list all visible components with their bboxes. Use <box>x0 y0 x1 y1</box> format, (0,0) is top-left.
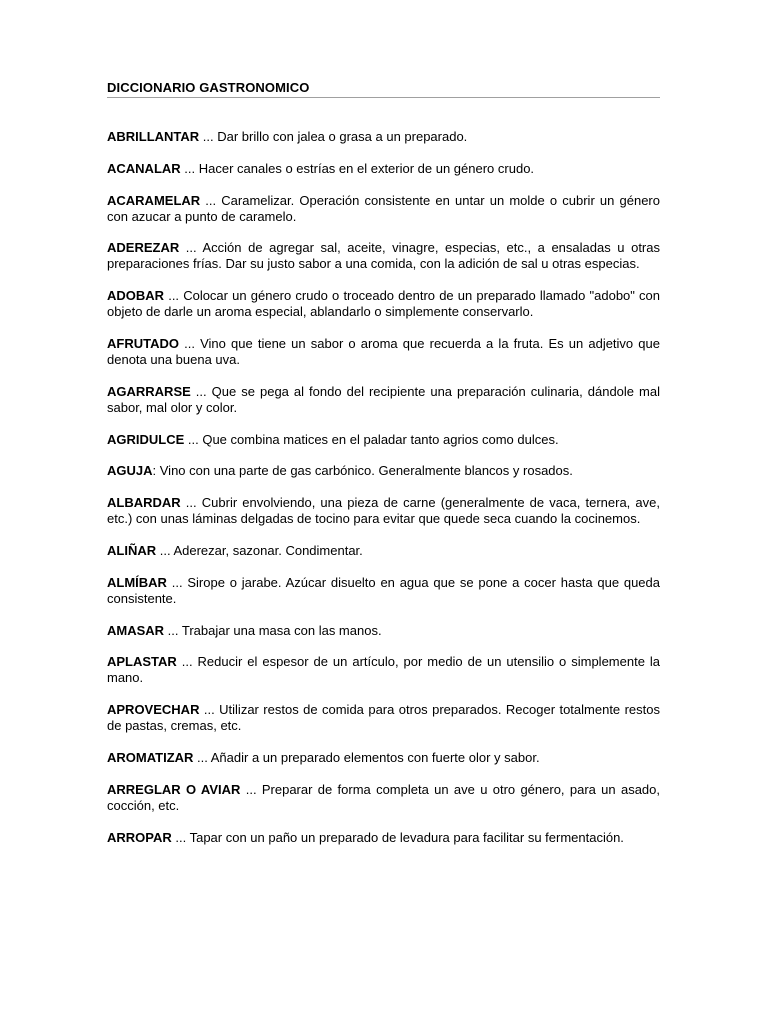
dictionary-entry <box>107 193 660 225</box>
entry-definition: ... Caramelizar. Operación consistente en untar un molde o cubrir un género con azucar a punto de caramelo. <box>107 192 660 224</box>
dictionary-entry <box>107 129 660 145</box>
entry-definition: ... Colocar un género crudo o troceado dentro de un preparado llamado "adobo" con objeto de darle un aroma especial, ablandarlo o simplemente conservarlo. <box>107 288 660 320</box>
entry-term: ALMÍBAR <box>107 574 167 590</box>
dictionary-entry <box>107 575 660 607</box>
entry-term: ACANALAR <box>107 160 181 176</box>
entry-term: ADEREZAR <box>107 240 180 256</box>
dictionary-entry <box>107 830 660 846</box>
dictionary-entry <box>107 782 660 814</box>
document-page <box>107 80 660 861</box>
entry-term: ALIÑAR <box>107 542 157 558</box>
entry-term: AGUJA <box>107 463 153 479</box>
dictionary-entry <box>107 495 660 527</box>
entry-term: AGARRARSE <box>107 383 191 399</box>
dictionary-entry <box>107 288 660 320</box>
entry-definition: ... Hacer canales o estrías en el exterior de un género crudo. <box>180 160 535 176</box>
dictionary-entry <box>107 336 660 368</box>
entry-list <box>107 129 660 846</box>
entry-term: ACARAMELAR <box>107 192 201 208</box>
entry-definition: ... Cubrir envolviendo, una pieza de carne (generalmente de vaca, ternera, ave, etc.) con unas láminas delgadas de tocino para evitar que quede seca cuando la cocinemos. <box>107 495 660 527</box>
entry-definition: ... Sirope o jarabe. Azúcar disuelto en agua que se pone a cocer hasta que queda consistente. <box>107 574 660 606</box>
dictionary-entry <box>107 240 660 272</box>
entry-definition: ... Acción de agregar sal, aceite, vinagre, especias, etc., a ensaladas u otras preparaciones frías. Dar su justo sabor a una comida, con la adición de sal u otras especias. <box>107 240 660 272</box>
entry-term: ARROPAR <box>107 829 172 845</box>
entry-term: ADOBAR <box>107 288 165 304</box>
entry-term: ABRILLANTAR <box>107 129 200 144</box>
dictionary-entry <box>107 161 660 177</box>
entry-definition: ... Vino que tiene un sabor o aroma que recuerda a la fruta. Es un adjetivo que denota una buena uva. <box>107 335 660 367</box>
entry-definition: ... Que se pega al fondo del recipiente una preparación culinaria, dándole mal sabor, mal olor y color. <box>107 383 660 415</box>
entry-term: APROVECHAR <box>107 702 200 718</box>
entry-term: AMASAR <box>107 622 165 638</box>
dictionary-entry <box>107 463 660 479</box>
entry-definition: ... Preparar de forma completa un ave u otro género, para un asado, cocción, etc. <box>107 781 660 813</box>
entry-term: AROMATIZAR <box>107 749 194 765</box>
entry-term: AGRIDULCE <box>107 431 185 447</box>
entry-definition: ... Que combina matices en el paladar tanto agrios como dulces. <box>184 431 559 447</box>
dictionary-entry <box>107 623 660 639</box>
entry-definition: ... Aderezar, sazonar. Condimentar. <box>156 542 363 558</box>
entry-definition: ... Utilizar restos de comida para otros preparados. Recoger totalmente restos de pastas, cremas, etc. <box>107 702 660 734</box>
dictionary-entry <box>107 543 660 559</box>
document-title: DICCIONARIO GASTRONOMICO <box>107 80 660 98</box>
dictionary-entry <box>107 432 660 448</box>
dictionary-entry <box>107 750 660 766</box>
entry-definition: ... Trabajar una masa con las manos. <box>164 622 382 638</box>
entry-term: AFRUTADO <box>107 335 179 351</box>
entry-definition: : Vino con una parte de gas carbónico. Generalmente blancos y rosados. <box>152 463 573 479</box>
entry-definition: ... Reducir el espesor de un artículo, por medio de un utensilio o simplemente la mano. <box>107 654 660 686</box>
dictionary-entry <box>107 654 660 686</box>
entry-definition: ... Dar brillo con jalea o grasa a un preparado. <box>199 129 468 144</box>
entry-definition: ... Tapar con un paño un preparado de levadura para facilitar su fermentación. <box>171 829 624 845</box>
dictionary-entry <box>107 384 660 416</box>
entry-term: ARREGLAR O AVIAR <box>107 781 241 797</box>
entry-term: APLASTAR <box>107 654 177 670</box>
entry-definition: ... Añadir a un preparado elementos con fuerte olor y sabor. <box>193 749 540 765</box>
dictionary-entry <box>107 702 660 734</box>
entry-term: ALBARDAR <box>107 495 181 511</box>
